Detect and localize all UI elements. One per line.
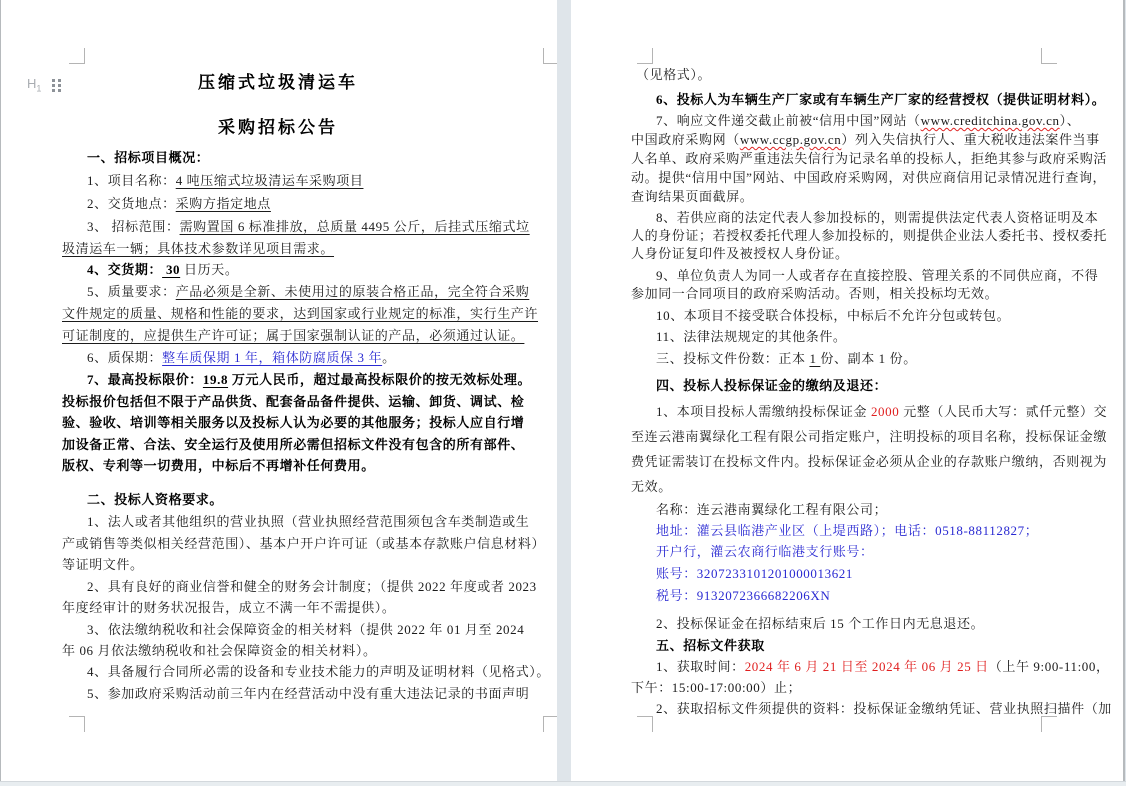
text-run: （上午 9:00-11:00， — [988, 659, 1110, 674]
text-line — [631, 150, 1107, 167]
heading-badge-letter: H — [27, 76, 37, 91]
text-line — [656, 658, 1110, 675]
doc-title-line — [198, 74, 358, 91]
text-run: 参加同一合同项目的政府采购活动。否则，相关投标均无效。 — [631, 286, 999, 301]
text-run: 年度经审计的财务状况报告，成立不满一年不需提供）。 — [62, 600, 396, 615]
text-run: 无效。 — [631, 479, 672, 494]
text-line — [87, 685, 529, 702]
text-line — [87, 218, 530, 235]
h1-heading-indicator[interactable] — [27, 76, 41, 97]
text-line — [656, 403, 1107, 420]
document-page-2[interactable] — [571, 0, 1124, 781]
drag-handle-icon[interactable] — [50, 78, 63, 93]
text-run: 5、参加政府采购活动前三年内在经营活动中没有重大违法记录的书面声明 — [87, 686, 530, 701]
text-run: 1、本项目投标人需缴纳投标保证金 — [656, 404, 871, 419]
text-run: 1、法人或者其他组织的营业执照（营业执照经营范围须包含车类制造或生 — [87, 514, 530, 529]
margin-crop-mark-top-left — [637, 48, 653, 64]
text-run: 2000 — [870, 404, 900, 419]
text-line — [62, 535, 545, 552]
text-line — [87, 513, 529, 530]
text-run: 开户行，灌云农商行临港支行账号： — [656, 544, 874, 559]
text-run: 采购招标公告 — [218, 118, 338, 137]
margin-crop-mark-bottom-right — [1041, 716, 1057, 732]
text-run: 4、具备履行合同所必需的设备和专业技术能力的声明及证明材料（见格式）。 — [87, 664, 551, 679]
text-run: 产品必须是全新、未使用过的原装合格正品，完全符合采购 — [175, 284, 530, 299]
text-line — [87, 261, 238, 278]
text-run: www.creditchina.gov.cn — [920, 113, 1060, 128]
text-run: 1、项目名称： — [87, 173, 176, 188]
text-run: 7、响应文件递交截止前被“信用中国”网站（ — [656, 113, 921, 128]
text-run: 日历天。 — [180, 262, 239, 277]
text-run: 账号：3207233101201000013621 — [656, 566, 853, 581]
heading-badge-level: 1 — [36, 83, 42, 94]
text-run: 需购置国 6 标准排放，总质量 4495 公斤，后挂式压缩式垃 — [179, 219, 530, 234]
text-line — [631, 679, 801, 696]
text-line — [656, 307, 1010, 324]
text-line — [656, 501, 887, 518]
text-line — [62, 240, 334, 257]
margin-crop-mark-top-right — [1041, 48, 1057, 64]
text-line — [87, 349, 396, 366]
text-run: 版权、专利等一切费用，中标后不再增补任何费用。 — [62, 458, 375, 473]
text-run: 5、质量要求： — [87, 284, 176, 299]
text-run: 1、获取时间： — [656, 659, 745, 674]
text-line — [656, 267, 1098, 284]
text-run: 11、法律法规规定的其他条件。 — [656, 329, 847, 344]
text-run: （见格式）。 — [636, 67, 712, 82]
text-run: 份、副本 1 份。 — [820, 351, 917, 366]
text-line — [656, 615, 984, 632]
text-line — [62, 305, 538, 322]
text-line — [87, 491, 223, 508]
text-run: 压缩式垃圾清运车 — [198, 73, 358, 92]
text-line — [62, 642, 377, 659]
text-run: ）列入失信执行人、重大税收违法案件当事 — [841, 132, 1100, 147]
text-run: 4 吨压缩式垃圾清运车采购项目 — [175, 173, 364, 188]
text-run: 动。提供“信用中国”网站、中国政府采购网，对供应商信用记录情况进行查询， — [631, 170, 1107, 185]
text-line — [87, 149, 209, 166]
text-run: 10、本项目不接受联合体投标，中标后不允许分包或转包。 — [656, 308, 1011, 323]
text-line — [62, 457, 375, 474]
text-line — [631, 227, 1107, 244]
text-line — [656, 350, 917, 367]
text-run: 五、招标文件获取 — [656, 638, 765, 653]
text-run: 9、单位负责人为同一人或者存在直接控股、管理关系的不同供应商，不得 — [656, 268, 1099, 283]
text-run: 2024 年 6 月 21 日至 2024 年 06 月 25 日 — [744, 659, 989, 674]
text-run: 7、最高投标限价： — [87, 372, 203, 387]
text-run: 三、投标文件份数：正本 — [656, 351, 810, 366]
text-run: 名称：连云港南翼绿化工程有限公司； — [656, 502, 888, 517]
text-line — [62, 414, 524, 431]
text-run: 2、交货地点： — [87, 196, 176, 211]
text-run: 中国政府采购网（ — [631, 132, 740, 147]
text-line — [656, 565, 853, 582]
text-line — [631, 188, 753, 205]
text-run: 采购方指定地点 — [175, 196, 271, 211]
window-left-edge — [0, 0, 1, 781]
text-line — [656, 328, 847, 345]
text-run: 年 06 月依法缴纳税收和社会保障资金的相关材料）。 — [62, 643, 377, 658]
text-run: 。 — [382, 350, 396, 365]
text-run: 2、获取招标文件须提供的资料：投标保证金缴纳凭证、营业执照扫描件（加 — [656, 701, 1112, 716]
window-bottom-bar — [0, 781, 1126, 786]
text-run: 元整（人民币大写：贰仟元整）交 — [899, 404, 1108, 419]
margin-crop-mark-bottom-right — [543, 716, 557, 732]
text-line — [62, 556, 144, 573]
text-line — [631, 131, 1100, 148]
text-run: 二、投标人资格要求。 — [87, 492, 224, 507]
text-line — [87, 578, 537, 595]
text-run: 至连云港南翼绿化工程有限公司指定账户，注明投标的项目名称，投标保证金缴 — [631, 429, 1108, 444]
text-run: 地址：灌云县临港产业区（上堤西路）；电话：0518-88112827； — [656, 523, 1039, 538]
text-run: 一、招标项目概况： — [87, 150, 210, 165]
window-right-edge — [1123, 0, 1125, 781]
text-run: 万元人民币，超过最高投标限价的按无效标处理。 — [228, 372, 532, 387]
text-line — [62, 327, 524, 344]
text-run: 6、质保期： — [87, 350, 163, 365]
text-run: 6、投标人为车辆生产厂家或有车辆生产厂家的经营授权（提供证明材料）。 — [656, 92, 1106, 107]
text-run: 3、依法缴纳税收和社会保障资金的相关材料（提供 2022 年 01 月至 2024 — [87, 622, 525, 637]
text-run: 产或销售等类似相关经营范围）、基本户开户许可证（或基本存款账户信息材料） — [62, 536, 546, 551]
text-line — [631, 169, 1106, 186]
text-run: 2、投标保证金在招标结束后 15 个工作日内无息退还。 — [656, 616, 985, 631]
text-line — [87, 172, 363, 189]
text-line — [656, 91, 1105, 108]
text-run: 人身份证复印件及被授权人身份证。 — [631, 246, 849, 261]
text-run: 四、投标人投标保证金的缴纳及退还： — [656, 378, 888, 393]
text-line — [656, 543, 874, 560]
text-run: 4、交货期： — [87, 262, 163, 277]
text-run: 3、 招标范围： — [87, 219, 180, 234]
doc-title-line — [218, 119, 338, 136]
margin-crop-mark-top-right — [543, 48, 557, 64]
text-run: 验、验收、培训等相关服务以及投标人认为必要的其他服务；投标人应自行增 — [62, 415, 525, 430]
text-line — [656, 522, 1038, 539]
text-line — [87, 621, 524, 638]
text-run: 人的身份证；若授权委托代理人参加投标的，则提供企业法人委托书、授权委托 — [631, 228, 1108, 243]
text-run: www.ccgp.gov.cn — [739, 132, 842, 147]
text-run: 文件规定的质量、规格和性能的要求，达到国家或行业规定的标准，实行生产许 — [62, 306, 539, 321]
margin-crop-mark-top-left — [69, 48, 85, 64]
document-page-1[interactable] — [1, 0, 557, 781]
text-line — [62, 436, 524, 453]
text-run: 加设备正常、合法、安全运行及使用所必需但招标文件没有包含的所有部件、 — [62, 437, 525, 452]
text-run: 19.8 — [202, 372, 229, 387]
text-run: 可证制度的，应提供生产许可证；属于国家强制认证的产品，必须通过认证。 — [62, 328, 525, 343]
text-run: 费凭证需装订在投标文件内。投标保证金必须从企业的存款账户缴纳，否则视为 — [631, 454, 1108, 469]
text-run: ）、 — [1059, 113, 1081, 128]
text-run: 8、若供应商的法定代表人参加投标的，则需提供法定代表人资格证明及本 — [656, 210, 1099, 225]
text-line — [656, 377, 887, 394]
text-run: 圾清运车一辆；具体技术参数详见项目需求。 — [62, 241, 335, 256]
text-line — [87, 283, 529, 300]
text-run: 下午：15:00-17:00:00）止； — [631, 680, 802, 695]
text-run: 税号：9132072366682206XN — [656, 588, 831, 603]
text-line — [631, 428, 1107, 445]
text-line — [631, 285, 998, 302]
text-line — [656, 637, 765, 654]
text-run: 查询结果页面截屏。 — [631, 189, 754, 204]
text-line — [631, 453, 1107, 470]
text-run: 投标报价包括但不限于产品供货、配套备品备件提供、运输、卸货、调试、检 — [62, 394, 525, 409]
text-line — [631, 478, 672, 495]
text-line — [656, 112, 1080, 129]
text-line — [62, 393, 524, 410]
text-line — [631, 245, 849, 262]
text-line — [656, 587, 830, 604]
text-line — [87, 663, 550, 680]
text-line — [62, 599, 396, 616]
text-line — [656, 209, 1098, 226]
text-line — [87, 371, 531, 388]
text-line — [87, 195, 271, 212]
text-run: 整车质保期 1 年，箱体防腐质保 3 年 — [162, 350, 383, 365]
text-run: 30 — [162, 262, 181, 277]
text-line — [636, 66, 711, 83]
text-run: 人名单、政府采购严重违法失信行为记录名单的投标人，拒绝其参与政府采购活 — [631, 151, 1108, 166]
text-run: 1 — [809, 351, 821, 366]
text-run: 2、具有良好的商业信誉和健全的财务会计制度；（提供 2022 年度或者 2023 — [87, 579, 537, 594]
margin-crop-mark-bottom-left — [637, 716, 653, 732]
margin-crop-mark-bottom-left — [69, 716, 85, 732]
text-line — [656, 700, 1112, 717]
text-run: 等证明文件。 — [62, 557, 144, 572]
